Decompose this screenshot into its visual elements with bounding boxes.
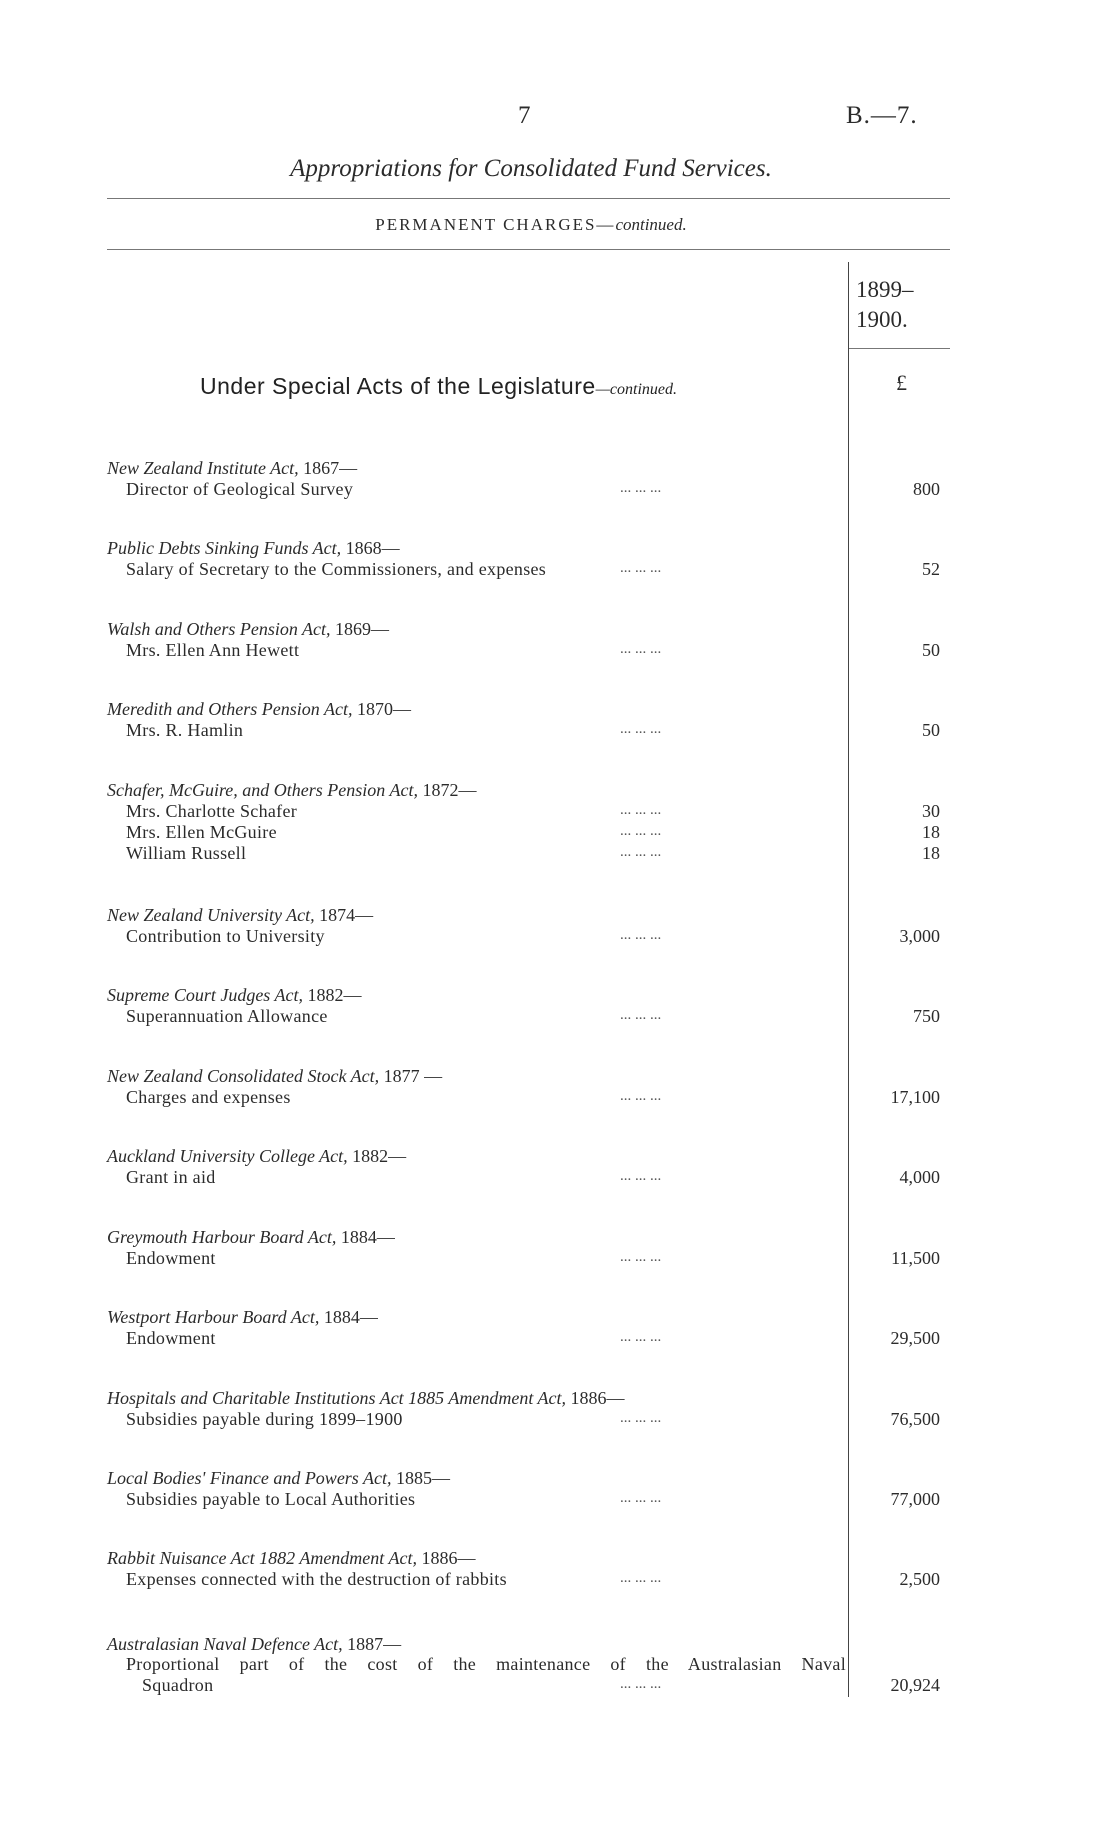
act-item-amount: 50 xyxy=(922,720,940,740)
act-name: Supreme Court Judges Act, xyxy=(107,985,303,1005)
act-item-amount: 20,924 xyxy=(890,1675,940,1695)
act-name: Greymouth Harbour Board Act, xyxy=(107,1227,337,1247)
act-name: Hospitals and Charitable Institutions Act 1885 Amendment Act, xyxy=(107,1388,566,1408)
act-item-label: Endowment xyxy=(126,1328,216,1348)
act-name: Rabbit Nuisance Act 1882 Amendment Act, xyxy=(107,1548,417,1568)
act-name: New Zealand University Act, xyxy=(107,905,315,925)
amount-column-divider xyxy=(848,262,849,1697)
act-title xyxy=(107,699,411,720)
act-year: 1882— xyxy=(302,985,362,1005)
act-year: 1870— xyxy=(352,699,411,719)
act-title xyxy=(107,1468,450,1489)
act-year: 1884— xyxy=(319,1307,378,1327)
act-item-label: Superannuation Allowance xyxy=(126,1006,328,1026)
act-title xyxy=(107,1388,625,1409)
leader-dots: ... ... ... xyxy=(620,1570,662,1586)
act-item-amount: 18 xyxy=(922,843,940,863)
act-year: 1874— xyxy=(314,905,374,925)
leader-dots: ... ... ... xyxy=(620,823,662,839)
year-header xyxy=(856,275,936,335)
subtitle xyxy=(0,215,1062,235)
act-item-label: William Russell xyxy=(126,843,247,863)
act-year: 1884— xyxy=(336,1227,395,1247)
act-item-amount: 50 xyxy=(922,640,940,660)
leader-dots: ... ... ... xyxy=(620,721,662,737)
act-item-label: Mrs. Ellen Ann Hewett xyxy=(126,640,300,660)
act-name: New Zealand Consolidated Stock Act, xyxy=(107,1066,380,1086)
leader-dots: ... ... ... xyxy=(620,1490,662,1506)
act-title xyxy=(107,619,389,640)
act-title xyxy=(107,458,357,479)
act-item-label: Grant in aid xyxy=(126,1167,216,1187)
act-year: 1886— xyxy=(566,1388,625,1408)
act-year: 1877 — xyxy=(379,1066,443,1086)
act-title xyxy=(107,1066,442,1087)
act-title xyxy=(107,1227,395,1248)
act-item-label: Mrs. Charlotte Schafer xyxy=(126,801,298,821)
act-title xyxy=(107,1548,475,1569)
table-top-rule xyxy=(107,249,950,250)
act-name: Public Debts Sinking Funds Act, xyxy=(107,538,342,558)
year-line-1: 1899– xyxy=(856,277,914,302)
leader-dots: ... ... ... xyxy=(620,1249,662,1265)
act-name: New Zealand Institute Act, xyxy=(107,458,299,478)
act-title xyxy=(107,985,361,1006)
leader-dots: ... ... ... xyxy=(620,1410,662,1426)
act-item-label: Subsidies payable to Local Authorities xyxy=(126,1489,416,1509)
act-year: 1869— xyxy=(330,619,389,639)
act-item-amount: 52 xyxy=(922,559,940,579)
act-item-label-line2: Squadron xyxy=(142,1675,214,1695)
year-line-2: 1900. xyxy=(856,307,908,332)
year-header-rule xyxy=(849,348,950,349)
act-item-label: Expenses connected with the destruction of rabbits xyxy=(126,1569,507,1589)
leader-dots: ... ... ... xyxy=(620,1168,662,1184)
act-title xyxy=(107,1307,378,1328)
act-item-amount: 4,000 xyxy=(899,1167,940,1187)
act-name: Westport Harbour Board Act, xyxy=(107,1307,320,1327)
act-item-amount: 29,500 xyxy=(890,1328,940,1348)
act-name: Schafer, McGuire, and Others Pension Act, xyxy=(107,780,418,800)
currency-symbol: £ xyxy=(896,370,907,395)
leader-dots: ... ... ... xyxy=(620,480,662,496)
act-title xyxy=(107,1634,401,1655)
leader-dots: ... ... ... xyxy=(620,1088,662,1104)
leader-dots: ... ... ... xyxy=(620,1676,662,1692)
subtitle-main: PERMANENT CHARGES— xyxy=(375,215,616,234)
act-item-amount: 2,500 xyxy=(899,1569,940,1589)
act-item-label: Director of Geological Survey xyxy=(126,479,354,499)
act-title xyxy=(107,780,476,801)
act-name: Walsh and Others Pension Act, xyxy=(107,619,331,639)
act-item-label: Mrs. R. Hamlin xyxy=(126,720,244,740)
act-item-amount: 18 xyxy=(922,822,940,842)
act-item-amount: 77,000 xyxy=(890,1489,940,1509)
act-year: 1886— xyxy=(416,1548,476,1568)
act-item-label: Mrs. Ellen McGuire xyxy=(126,822,277,842)
document-reference: B.—7. xyxy=(846,102,918,129)
leader-dots: ... ... ... xyxy=(620,844,662,860)
act-item-amount: 3,000 xyxy=(899,926,940,946)
page-number: 7 xyxy=(518,102,531,129)
act-name: Australasian Naval Defence Act, xyxy=(107,1634,343,1654)
act-item-amount: 30 xyxy=(922,801,940,821)
act-name: Auckland University College Act, xyxy=(107,1146,348,1166)
act-title xyxy=(107,538,400,559)
act-item-label: Endowment xyxy=(126,1248,216,1268)
act-year: 1868— xyxy=(341,538,400,558)
act-item-label: Subsidies payable during 1899–1900 xyxy=(126,1409,403,1429)
act-item-label-line1: Proportional part of the cost of the maintenance of the Australasian Naval xyxy=(126,1654,846,1674)
act-year: 1887— xyxy=(342,1634,402,1654)
act-title xyxy=(107,1146,406,1167)
act-name: Meredith and Others Pension Act, xyxy=(107,699,353,719)
page-title: Appropriations for Consolidated Fund Services. xyxy=(290,155,772,182)
act-year: 1867— xyxy=(298,458,358,478)
act-year: 1885— xyxy=(391,1468,450,1488)
leader-dots: ... ... ... xyxy=(620,641,662,657)
title-rule xyxy=(107,198,950,199)
act-year: 1872— xyxy=(417,780,477,800)
act-item-amount: 76,500 xyxy=(890,1409,940,1429)
leader-dots: ... ... ... xyxy=(620,927,662,943)
act-item-amount: 11,500 xyxy=(891,1248,940,1268)
act-item-label: Contribution to University xyxy=(126,926,325,946)
leader-dots: ... ... ... xyxy=(620,560,662,576)
act-item-label: Salary of Secretary to the Commissioners, and expenses xyxy=(126,559,547,579)
leader-dots: ... ... ... xyxy=(620,802,662,818)
subtitle-continued: continued. xyxy=(615,215,687,234)
section-heading-text: Under Special Acts of the Legislature xyxy=(200,373,596,399)
act-item-amount: 750 xyxy=(913,1006,940,1026)
leader-dots: ... ... ... xyxy=(620,1329,662,1345)
section-heading xyxy=(200,373,677,400)
leader-dots: ... ... ... xyxy=(620,1007,662,1023)
act-year: 1882— xyxy=(347,1146,407,1166)
act-item-amount: 800 xyxy=(913,479,940,499)
act-title xyxy=(107,905,373,926)
act-name: Local Bodies' Finance and Powers Act, xyxy=(107,1468,392,1488)
act-item-amount: 17,100 xyxy=(890,1087,940,1107)
act-item-label: Charges and expenses xyxy=(126,1087,291,1107)
section-heading-continued: —continued. xyxy=(595,381,677,398)
